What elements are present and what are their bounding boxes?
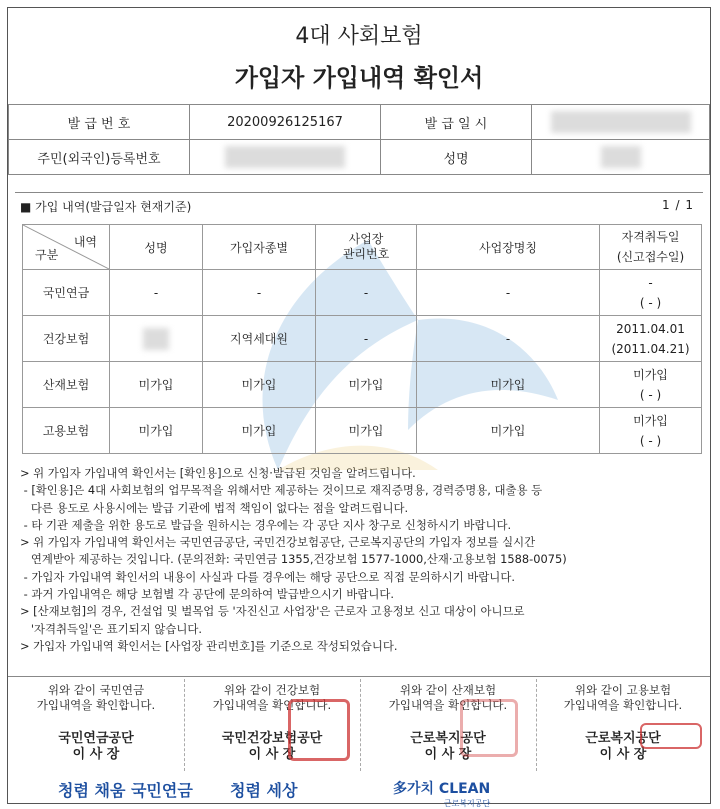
name-value xyxy=(532,140,710,175)
pension-logo: 청렴 채움 국민연금 xyxy=(58,781,193,800)
official-seal xyxy=(460,699,518,757)
date-value: 미가입 xyxy=(633,367,668,382)
confirm-health xyxy=(184,677,360,777)
note-line: 다른 용도로 사용시에는 발급 기관에 법적 책임이 없다는 점을 알려드립니다. xyxy=(20,500,409,515)
page-indicator: 1 / 1 xyxy=(662,198,694,212)
cell-mgmt: - xyxy=(316,270,417,316)
date-value: 미가입 xyxy=(633,413,668,428)
cell-type: 지역세대원 xyxy=(203,316,316,362)
diag-top-label: 내역 xyxy=(73,235,97,249)
note-line: > 위 가입자 가입내역 확인서는 [확인용]으로 신청·발급된 것임을 알려드립니다. xyxy=(20,466,416,480)
redacted-block xyxy=(225,146,345,168)
cell-name: - xyxy=(110,270,203,316)
cell-type: - xyxy=(203,270,316,316)
note-line: > 위 가입자 가입내역 확인서는 국민연금공단, 국민건강보험공단, 근로복지공단의 가입자 정보를 실시간 xyxy=(20,535,536,550)
header-name: 성명 xyxy=(110,225,203,270)
row-label: 건강보험 xyxy=(23,316,110,362)
org-name: 국민건강보험공단 xyxy=(221,731,323,746)
confirm-text: 위와 같이 산재보험 xyxy=(399,683,497,697)
chief-title: 이 사 장 xyxy=(248,747,296,762)
cell-place: 미가입 xyxy=(417,362,600,408)
note-line: > 가입자 가입내역 확인서는 [사업장 관리번호]를 기준으로 작성되었습니다. xyxy=(20,638,398,653)
document-title xyxy=(8,8,710,105)
table-row xyxy=(23,270,702,316)
redacted-block xyxy=(551,111,691,133)
issue-info-table xyxy=(8,104,710,175)
row-label: 국민연금 xyxy=(23,270,110,316)
cell-place: - xyxy=(417,270,600,316)
header-mgmt-no: 사업장 관리번호 xyxy=(316,225,417,270)
issue-date-value xyxy=(532,105,710,140)
official-seal xyxy=(640,723,702,749)
org-name: 국민연금공단 xyxy=(58,731,134,746)
note-line: - 과거 가입내역은 해당 보험별 각 공단에 문의하여 발급받으시기 바랍니다. xyxy=(20,587,395,602)
confirm-text: 가입내역을 확인합니다. xyxy=(388,698,508,712)
date-value: - xyxy=(648,275,653,290)
cell-type: 미가입 xyxy=(203,408,316,454)
diag-bottom-label: 구분 xyxy=(35,248,59,262)
note-line: > [산재보험]의 경우, 건설업 및 벌목업 등 '자진신고 사업장'은 근로자 고용정보 신고 대상이 아니므로 xyxy=(20,604,525,619)
date-value: 2011.04.01 xyxy=(616,321,685,336)
certificate-document xyxy=(7,7,711,808)
enrollment-table xyxy=(22,224,702,454)
cell-mgmt: - xyxy=(316,316,417,362)
cell-name xyxy=(110,316,203,362)
cell-name: 미가입 xyxy=(110,408,203,454)
title-line2: 가입자 가입내역 확인서 xyxy=(234,64,484,92)
note-line: - [확인용]은 4대 사회보험의 업무목적을 위해서만 제공하는 것이므로 재직증명용, 경력증명용, 대출용 등 xyxy=(20,483,543,498)
cell-type: 미가입 xyxy=(203,362,316,408)
confirm-text: 위와 같이 건강보험 xyxy=(223,683,321,697)
name-label: 성명 xyxy=(381,140,532,175)
cell-mgmt: 미가입 xyxy=(316,408,417,454)
table-row xyxy=(23,408,702,454)
note-line: - 타 기관 제출을 위한 용도로 발급을 원하시는 경우에는 각 공단 지사 창구로 신청하시기 바랍니다. xyxy=(20,517,512,532)
date-filed: ( - ) xyxy=(639,387,662,402)
confirm-text: 가입내역을 확인합니다. xyxy=(36,698,156,712)
cell-mgmt: 미가입 xyxy=(316,362,417,408)
row-label: 산재보험 xyxy=(23,362,110,408)
row-label: 고용보험 xyxy=(23,408,110,454)
official-seal xyxy=(288,699,350,761)
redacted-block xyxy=(143,328,169,350)
welfare-logo xyxy=(393,778,490,809)
cell-date xyxy=(600,362,702,408)
table-row xyxy=(23,316,702,362)
welfare-logo-text: 多가치 CLEAN xyxy=(393,781,491,797)
cell-place: - xyxy=(417,316,600,362)
footer-logos xyxy=(8,776,710,808)
org-name: 근로복지공단 xyxy=(585,731,661,746)
issue-no-value: 20200926125167 xyxy=(190,105,381,140)
confirm-industrial xyxy=(360,677,536,777)
date-filed: ( - ) xyxy=(639,433,662,448)
id-label: 주민(외국인)등록번호 xyxy=(9,140,190,175)
header-member-type: 가입자종별 xyxy=(203,225,316,270)
welfare-logo-sub: 근로복지공단 xyxy=(443,799,491,808)
health-logo: 청렴 세상 xyxy=(230,781,298,800)
note-line: 연계받아 제공하는 것입니다. (문의전화: 국민연금 1355,건강보험 1577-1000,산재·고용보험 1588-0075) xyxy=(20,552,567,567)
cell-date xyxy=(600,316,702,362)
issue-date-label: 발 급 일 시 xyxy=(381,105,532,140)
cell-name: 미가입 xyxy=(110,362,203,408)
confirm-text: 가입내역을 확인합니다. xyxy=(212,698,332,712)
cell-date xyxy=(600,270,702,316)
confirm-text: 위와 같이 고용보험 xyxy=(574,683,672,697)
chief-title: 이 사 장 xyxy=(72,747,120,762)
confirm-employment xyxy=(536,677,710,777)
diagonal-header-cell xyxy=(23,225,110,270)
header-acquire-date: 자격취득일 (신고접수일) xyxy=(600,225,702,270)
date-filed: ( - ) xyxy=(639,295,662,310)
note-line: '자격취득일'은 표기되지 않습니다. xyxy=(20,621,203,636)
issue-no-label: 발 급 번 호 xyxy=(9,105,190,140)
id-value xyxy=(190,140,381,175)
redacted-block xyxy=(601,146,641,168)
cell-place: 미가입 xyxy=(417,408,600,454)
confirm-pension xyxy=(8,677,184,777)
note-line: - 가입자 가입내역 확인서의 내용이 사실과 다를 경우에는 해당 공단으로 직접 문의하시기 바랍니다. xyxy=(20,569,515,584)
title-line1: 4대 사회보험 xyxy=(295,24,423,49)
notes-block xyxy=(20,465,567,655)
confirm-text: 위와 같이 국민연금 xyxy=(47,683,145,697)
date-filed: (2011.04.21) xyxy=(611,341,690,356)
org-name: 근로복지공단 xyxy=(410,731,486,746)
chief-title: 이 사 장 xyxy=(424,747,472,762)
section-heading: ■ 가입 내역(발급일자 현재기준) xyxy=(20,200,192,214)
confirm-text: 가입내역을 확인합니다. xyxy=(563,698,683,712)
header-workplace: 사업장명칭 xyxy=(417,225,600,270)
cell-date xyxy=(600,408,702,454)
chief-title: 이 사 장 xyxy=(599,747,647,762)
confirmation-section xyxy=(8,676,710,777)
table-row xyxy=(23,362,702,408)
